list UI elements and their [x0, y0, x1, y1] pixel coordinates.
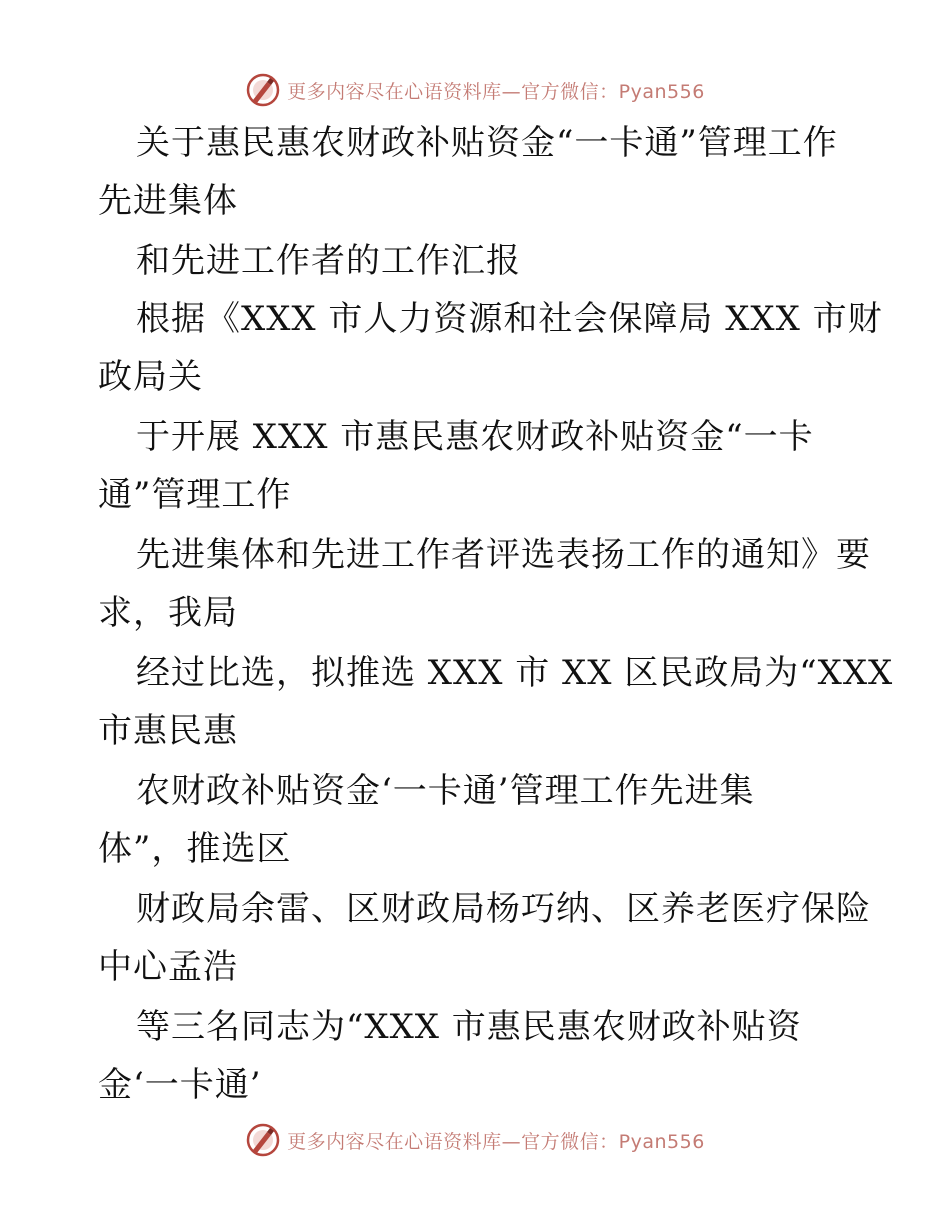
doc-line: 经过比选，拟推选 XXX 市 XX 区民政局为“XXX — [136, 653, 894, 693]
doc-line: 金‘一卡通’ — [98, 1065, 262, 1105]
header-banner — [0, 68, 950, 112]
doc-line: 根据《XXX 市人力资源和社会保障局 XXX 市财 — [136, 299, 883, 339]
footer-banner — [0, 1118, 950, 1162]
pen-logo-icon — [245, 1122, 281, 1158]
doc-line: 求，我局 — [98, 593, 238, 633]
doc-line: 和先进工作者的工作汇报 — [136, 241, 521, 281]
doc-line: 市惠民惠 — [98, 711, 238, 751]
doc-line: 政局关 — [98, 357, 203, 397]
doc-line: 先进集体和先进工作者评选表扬工作的通知》要 — [136, 535, 871, 575]
doc-line: 先进集体 — [98, 181, 238, 221]
doc-line: 体”，推选区 — [98, 829, 292, 869]
doc-line: 农财政补贴资金‘一卡通’管理工作先进集 — [136, 771, 755, 811]
header-banner-text: 更多内容尽在心语资料库—官方微信：Pyan556 — [287, 80, 705, 103]
doc-line: 等三名同志为“XXX 市惠民惠农财政补贴资 — [136, 1007, 802, 1047]
doc-line: 财政局余雷、区财政局杨巧纳、区养老医疗保险 — [136, 889, 871, 929]
doc-line: 通”管理工作 — [98, 475, 292, 515]
doc-line: 于开展 XXX 市惠民惠农财政补贴资金“一卡 — [136, 417, 814, 457]
footer-banner-text: 更多内容尽在心语资料库—官方微信：Pyan556 — [287, 1130, 705, 1153]
doc-line: 中心孟浩 — [98, 947, 238, 987]
pen-logo-icon — [245, 72, 281, 108]
doc-line: 关于惠民惠农财政补贴资金“一卡通”管理工作 — [136, 123, 838, 163]
